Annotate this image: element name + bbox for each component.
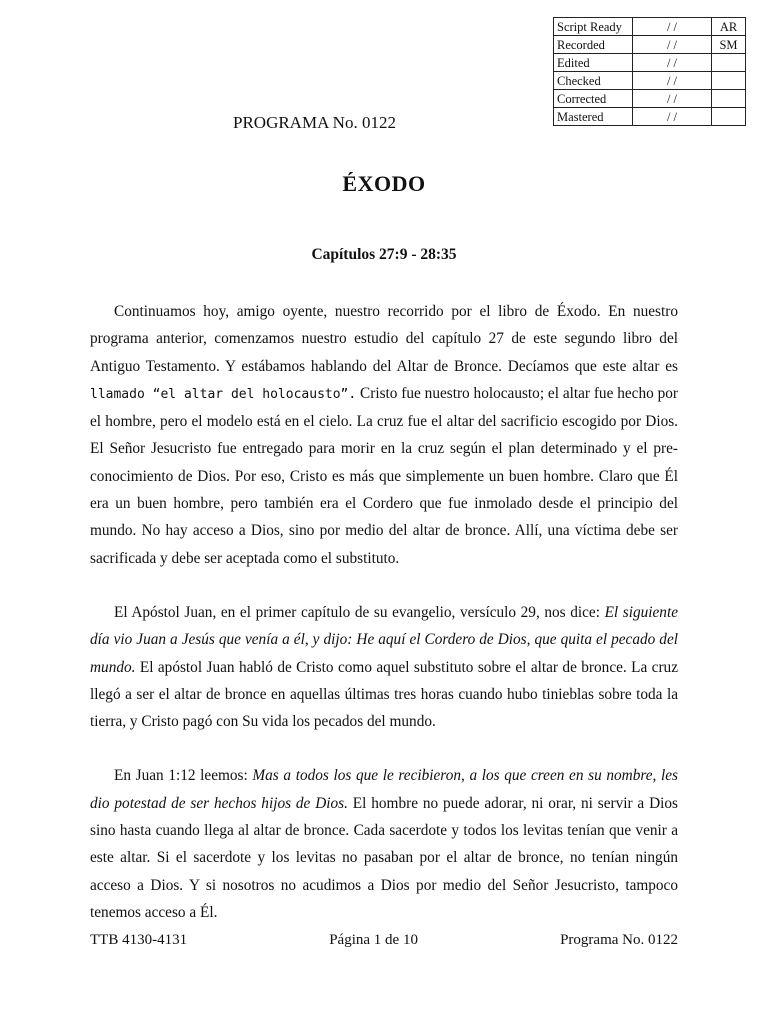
tracking-row: [554, 54, 746, 72]
scripture-quote: El siguiente día vio Juan a Jesús que venía a él, y dijo: He aquí el Cordero de Dios, que quita el pecado del mundo.: [90, 603, 678, 676]
tracking-initials: [712, 108, 746, 126]
chapters-heading: Capítulos 27:9 - 28:35: [311, 246, 457, 263]
body-text: [90, 298, 678, 953]
tracking-label: Edited: [554, 54, 633, 72]
paragraph-2: [90, 599, 678, 735]
tracking-row: [554, 72, 746, 90]
tracking-row: [554, 18, 746, 36]
program-number: PROGRAMA No. 0122: [233, 113, 396, 132]
tracking-initials: [712, 54, 746, 72]
tracking-date: / /: [633, 90, 712, 108]
paragraph-text: El Apóstol Juan, en el primer capítulo de su evangelio, versículo 29, nos dice:: [114, 603, 605, 621]
tracking-row: [554, 108, 746, 126]
paragraph-1: [90, 298, 678, 572]
tracking-label: Script Ready: [554, 18, 633, 36]
tracking-initials: SM: [712, 36, 746, 54]
page-title: ÉXODO: [342, 171, 426, 196]
footer-program: Programa No. 0122: [560, 932, 678, 948]
tracking-label: Corrected: [554, 90, 633, 108]
paragraph-3: [90, 762, 678, 926]
tracking-row: [554, 90, 746, 108]
tracking-date: / /: [633, 36, 712, 54]
scripture-quote: Mas a todos los que le recibieron, a los que creen en su nombre, les dio potestad de ser hechos hijos de Dios.: [90, 767, 679, 812]
tracking-label: Checked: [554, 72, 633, 90]
paragraph-text: El hombre no puede adorar, ni orar, ni servir a Dios sino hasta cuando llega al altar de bronce. Cada sacerdote y todos los levitas tenían que venir a este altar. Si el sacerdote y los levitas no pasaban por el altar de bronce, no tenían ningún acceso a Dios. Y si nosotros no acudimos a Dios por medio del Señor Jesucristo, tampoco tenemos acceso a Él.: [90, 794, 678, 921]
paragraph-text: El apóstol Juan habló de Cristo como aquel substituto sobre el altar de bronce. La cruz llegó a ser el altar de bronce en aquellas últimas tres horas cuando hubo tinieblas sobre toda la tierra, y Cristo pagó con Su vida los pecados del mundo.: [90, 658, 678, 731]
tracking-date: / /: [633, 54, 712, 72]
tracking-row: [554, 36, 746, 54]
footer-code: TTB 4130-4131: [90, 932, 188, 948]
paragraph-text: Cristo fue nuestro holocausto; el altar fue hecho por el hombre, pero el modelo está en el cielo. La cruz fue el altar del sacrificio escogido por Dios. El Señor Jesucristo fue entregado para morir en la cruz según el plan determinado y el pre-conocimiento de Dios. Por eso, Cristo es más que simplemente un buen hombre. Claro que Él era un buen hombre, pero también era el Cordero que fue inmolado desde el principio del mundo. No hay acceso a Dios, sino por medio del altar de bronce. Allí, una víctima debe ser sacrificada y debe ser aceptada como el substituto.: [90, 384, 678, 567]
paragraph-text: En Juan 1:12 leemos:: [114, 767, 253, 785]
tracking-date: / /: [633, 108, 712, 126]
tracking-initials: AR: [712, 18, 746, 36]
tracking-date: / /: [633, 72, 712, 90]
tracking-date: / /: [633, 18, 712, 36]
paragraph-text: Continuamos hoy, amigo oyente, nuestro recorrido por el libro de Éxodo. En nuestro programa anterior, comenzamos nuestro estudio del capítulo 27 de este segundo libro del Antiguo Testamento. Y estábamos hablando del Altar de Bronce. Decíamos que este altar es: [90, 303, 678, 375]
monospace-phrase: llamado “el altar del holocausto”.: [90, 386, 357, 402]
tracking-initials: [712, 72, 746, 90]
tracking-label: Recorded: [554, 36, 633, 54]
tracking-table: [553, 17, 746, 126]
page-number: Página 1 de 10: [329, 932, 418, 948]
tracking-initials: [712, 90, 746, 108]
page-footer: [90, 932, 678, 949]
tracking-label: Mastered: [554, 108, 633, 126]
